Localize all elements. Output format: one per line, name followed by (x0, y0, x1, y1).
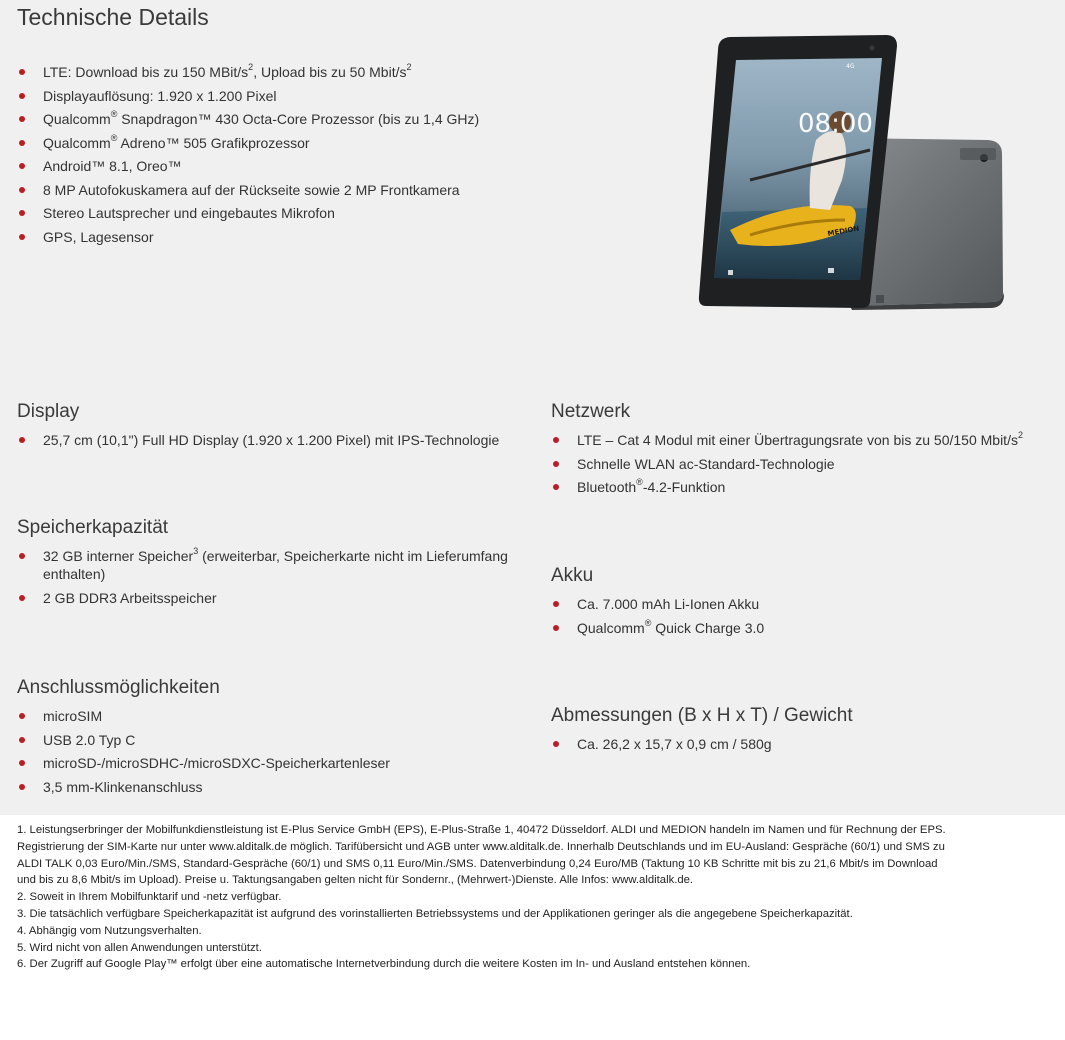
spec-list-item (551, 619, 1051, 637)
superscript: 2 (1017, 430, 1023, 441)
superscript: ® (110, 109, 118, 120)
spec-text: 2 GB DDR3 Arbeitsspeicher (43, 589, 217, 606)
section-anschluss (17, 677, 537, 801)
spec-list-item (551, 735, 1051, 753)
spec-list-item (17, 87, 637, 105)
spec-text: Stereo Lautsprecher und eingebautes Mikrofon (43, 205, 335, 221)
tablet-product-image (690, 30, 1010, 320)
spec-list-item (17, 707, 537, 725)
tablet-illustration (690, 30, 1010, 320)
spec-text: 25,7 cm (10,1") Full HD Display (1.920 x 1.200 Pixel) mit IPS-Technologie (43, 432, 500, 448)
anschluss-spec-list (17, 707, 537, 796)
spec-list-item (17, 754, 537, 772)
spec-text: Android™ 8.1, Oreo™ (43, 158, 182, 174)
spec-list-item (17, 778, 537, 796)
footnote-1: 1. Leistungserbringer der Mobilfunkdienstleistung ist E-Plus Service GmbH (EPS), E-Plus-Straße 1, 40472 Düsseldorf. ALDI und MEDION handeln im Namen und für Rechnung der EPS. Registrierung der SIM-Karte nur unter www.alditalk.de möglich. Tarifübersicht und AGB unter www.alditalk.de. Innerhalb Deutschlands und im EU-Ausland: Gespräche (60/1) und SMS zu ALDI TALK 0,03 Euro/Min./SMS, Standard-Gespräche (60/1) und SMS 0,11 Euro/Min./SMS. Datenverbindung 0,24 Euro/MB (Taktung 10 KB Schritte mit bis zu 21,6 Mbit/s im Download und bis zu 8,6 Mbit/s im Upload). Preise u. Taktungsangaben gelten nicht für Sondernr., (Mehrwert-)Dienste. Alle Infos: www.alditalk.de. (17, 824, 946, 887)
section-akku (551, 565, 1051, 642)
section-heading-akku: Akku (551, 565, 594, 586)
footnote-5: 5. Wird nicht von allen Anwendungen unterstützt. (17, 941, 262, 954)
abmessungen-spec-list (551, 735, 1051, 753)
display-spec-list (17, 431, 537, 449)
spec-list-item (17, 731, 537, 749)
spec-list-item (17, 431, 537, 449)
footnote-4: 4. Abhängig vom Nutzungsverhalten. (17, 924, 202, 937)
section-netzwerk (551, 401, 1051, 502)
section-abmessungen (551, 705, 1051, 759)
spec-text: Ca. 26,2 x 15,7 x 0,9 cm / 580g (577, 736, 772, 752)
tablet-status-label: 4G (846, 63, 855, 70)
spec-list-item (17, 63, 637, 81)
spec-text: , Upload bis zu 50 Mbit/s (253, 64, 407, 80)
akku-spec-list (551, 595, 1051, 637)
spec-list-item (17, 110, 637, 128)
spec-text: USB 2.0 Typ C (43, 731, 136, 748)
section-display (17, 401, 537, 455)
spec-text: Qualcomm (577, 619, 645, 636)
spec-text: GPS, Lagesensor (43, 228, 154, 245)
spec-text: (erweiterbar, Speicherkarte nicht im Lieferumfang enthalten) (43, 548, 508, 582)
footnote-6: 6. Der Zugriff auf Google Play™ erfolgt über eine automatische Internetverbindung durch die weitere Kosten im In- und Ausland entstehen können. (17, 958, 751, 971)
spec-list-item (551, 431, 1051, 449)
spec-text: Quick Charge 3.0 (651, 619, 765, 636)
spec-list-item (17, 181, 637, 199)
tablet-brand-label: MEDION (826, 224, 860, 238)
superscript: 2 (248, 62, 254, 73)
spec-text: LTE – Cat 4 Modul mit einer Übertragungsrate von bis zu 50/150 Mbit/s (577, 432, 1018, 448)
section-heading-display: Display (17, 401, 80, 422)
spec-text: Snapdragon™ 430 Octa-Core Prozessor (bis zu 1,4 GHz) (117, 111, 480, 127)
superscript: ® (110, 132, 118, 143)
section-heading-abmessungen: Abmessungen (B x H x T) / Gewicht (551, 705, 853, 726)
spec-list-item (17, 589, 547, 607)
superscript: 2 (406, 62, 412, 73)
section-heading-speicher: Speicherkapazität (17, 517, 169, 538)
spec-text: 3,5 mm-Klinkenanschluss (43, 778, 203, 795)
netzwerk-spec-list (551, 431, 1051, 496)
spec-list-item (17, 547, 547, 583)
spec-text: Adreno™ 505 Grafikprozessor (117, 134, 310, 151)
section-heading-anschluss: Anschlussmöglichkeiten (17, 677, 220, 698)
footnote-2: 2. Soweit in Ihrem Mobilfunktarif und -netz verfügbar. (17, 891, 282, 904)
spec-text: microSD-/microSDHC-/microSDXC-Speicherkartenleser (43, 755, 390, 771)
footnotes (17, 822, 957, 973)
spec-list-item (551, 455, 1051, 473)
superscript: ® (636, 477, 643, 488)
section-speicher (17, 517, 547, 612)
spec-list-item (17, 157, 637, 175)
spec-text: Schnelle WLAN ac-Standard-Technologie (577, 455, 835, 472)
spec-list-item (17, 204, 637, 222)
spec-text: -4.2-Funktion (642, 479, 726, 495)
main-spec-list (17, 63, 637, 251)
spec-text: microSIM (43, 708, 103, 724)
spec-list-item (551, 478, 1051, 496)
tablet-clock: 08:00 (798, 109, 873, 139)
superscript: 3 (193, 546, 199, 557)
spec-list-item (551, 595, 1051, 613)
spec-text: Displayauflösung: 1.920 x 1.200 Pixel (43, 87, 277, 104)
section-heading-netzwerk: Netzwerk (551, 401, 631, 422)
spec-text: Ca. 7.000 mAh Li-Ionen Akku (577, 596, 760, 612)
spec-text: Qualcomm (43, 134, 111, 151)
spec-list-item (17, 228, 637, 246)
superscript: ® (644, 617, 652, 628)
page-title: Technische Details (17, 4, 209, 30)
spec-text: LTE: Download bis zu 150 MBit/s (43, 64, 249, 80)
spec-text: 32 GB interner Speicher (43, 548, 194, 564)
spec-text: Qualcomm (43, 111, 111, 127)
spec-text: 8 MP Autofokuskamera auf der Rückseite sowie 2 MP Frontkamera (43, 181, 460, 198)
spec-text: Bluetooth (577, 479, 637, 495)
footnote-3: 3. Die tatsächlich verfügbare Speicherkapazität ist aufgrund des vorinstallierten Betriebssystems und der Applikationen geringer als die angegebene Speicherkapazität. (17, 907, 853, 920)
spec-list-item (17, 134, 637, 152)
speicher-spec-list (17, 547, 547, 607)
